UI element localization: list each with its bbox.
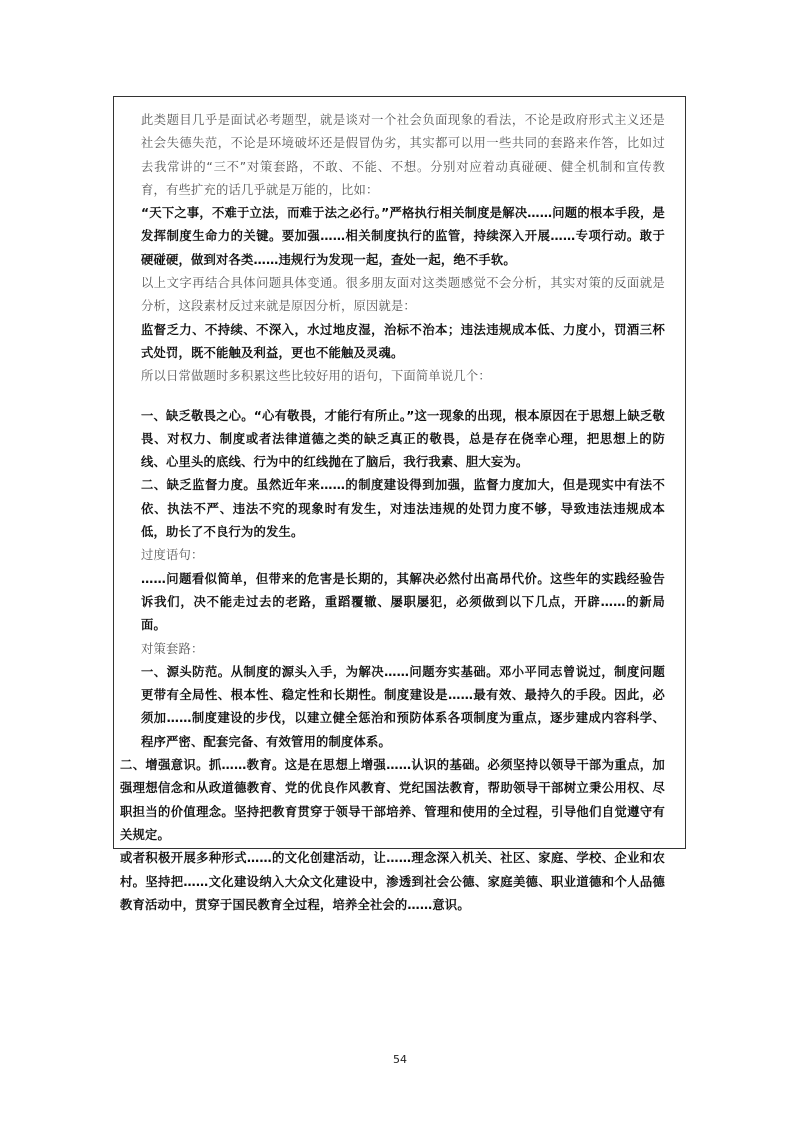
content-frame — [113, 96, 686, 912]
accumulate-paragraph: 所以日常做题时多积累这些比较好用的语句，下面简单说几个： — [141, 369, 491, 384]
intro-paragraph: 此类题目几乎是面试必考题型，就是谈对一个社会负面现象的看法，不论是政府形式主义还是社会失德失范，不论是环境破坏还是假冒伪劣，其实都可以用一些共同的套路来作答，比如过去我常讲的“三不”对策套路，不敢、不能、不想。分别对应着动真碰硬、健全机制和宣传教育，有些扩充的话几乎就是万能的，比如： — [141, 113, 665, 197]
countermeasure-point-2: 二、增强意识。抓……教育。这是在思想上增强……认识的基础。必须坚持以领导干部为重点，加强理想信念和从政道德教育、党的优良作风教育、党纪国法教育，帮助领导干部树立秉公用权、尽职担当的价值理念。坚持把教育贯穿于领导干部培养、管理和使用的全过程，引导他们自觉遵守有关规定。 — [120, 758, 665, 842]
quote-paragraph: “天下之事，不难于立法，而难于法之必行。”严格执行相关制度是解决……问题的根本手段，是发挥制度生命力的关键。要加强……相关制度执行的监管，持续深入开展……专项行动。敢于硬碰硬，做到对各类……违规行为发现一起，查处一起，绝不手软。 — [141, 206, 665, 267]
transition-paragraph: ……问题看似简单，但带来的危害是长期的，其解决必然付出高昂代价。这些年的实践经验告诉我们，决不能走过去的老路，重蹈覆辙、屡职屡犯，必须做到以下几点，开辟……的新局面。 — [141, 571, 665, 633]
transition-heading: 过度语句： — [141, 548, 204, 563]
cause-point-1: 一、缺乏敬畏之心。“心有敬畏，才能行有所止。”这一现象的出现，根本原因在于思想上缺乏敬畏、对权力、制度或者法律道德之类的缺乏真正的敬畏，总是存在侥幸心理，把思想上的防线、心里头的底线、行为中的红线抛在了脑后，我行我素、胆大妄为。 — [141, 408, 665, 470]
countermeasure-alternative: 或者积极开展多种形式……的文化创建活动，让……理念深入机关、社区、家庭、学校、企业和农村。坚持把……文化建设纳入大众文化建设中，渗透到社会公德、家庭美德、职业道德和个人品德教育活动中，贯穿于国民教育全过程，培养全社会的……意识。 — [120, 851, 665, 912]
paragraph-gap — [141, 389, 665, 405]
cause-paragraph: 监督乏力、不持续、不深入，水过地皮湿，治标不治本；违法违规成本低、力度小，罚酒三杯式处罚，既不能触及利益，更也不能触及灵魂。 — [141, 322, 665, 360]
page-number: 54 — [393, 1053, 407, 1066]
document-body — [120, 109, 665, 917]
countermeasure-heading: 对策套路： — [141, 641, 204, 656]
analysis-intro-paragraph: 以上文字再结合具体问题具体变通。很多朋友面对这类题感觉不会分析，其实对策的反面就是分析，这段素材反过来就是原因分析，原因就是： — [141, 276, 665, 314]
countermeasure-point-1: 一、源头防范。从制度的源头入手，为解决……问题夯实基础。邓小平同志曾说过，制度问题更带有全局性、根本性、稳定性和长期性。制度建设是……最有效、最持久的手段。因此，必须加……制度建设的步伐，以建立健全惩治和预防体系各项制度为重点，逐步建成内容科学、程序严密、配套完备、有效管用的制度体系。 — [141, 664, 665, 749]
cause-point-2: 二、缺乏监督力度。虽然近年来……的制度建设得到加强，监督力度加大，但是现实中有法不依、执法不严、违法不究的现象时有发生，对违法违规的处罚力度不够，导致违法违规成本低，助长了不良行为的发生。 — [141, 478, 665, 540]
